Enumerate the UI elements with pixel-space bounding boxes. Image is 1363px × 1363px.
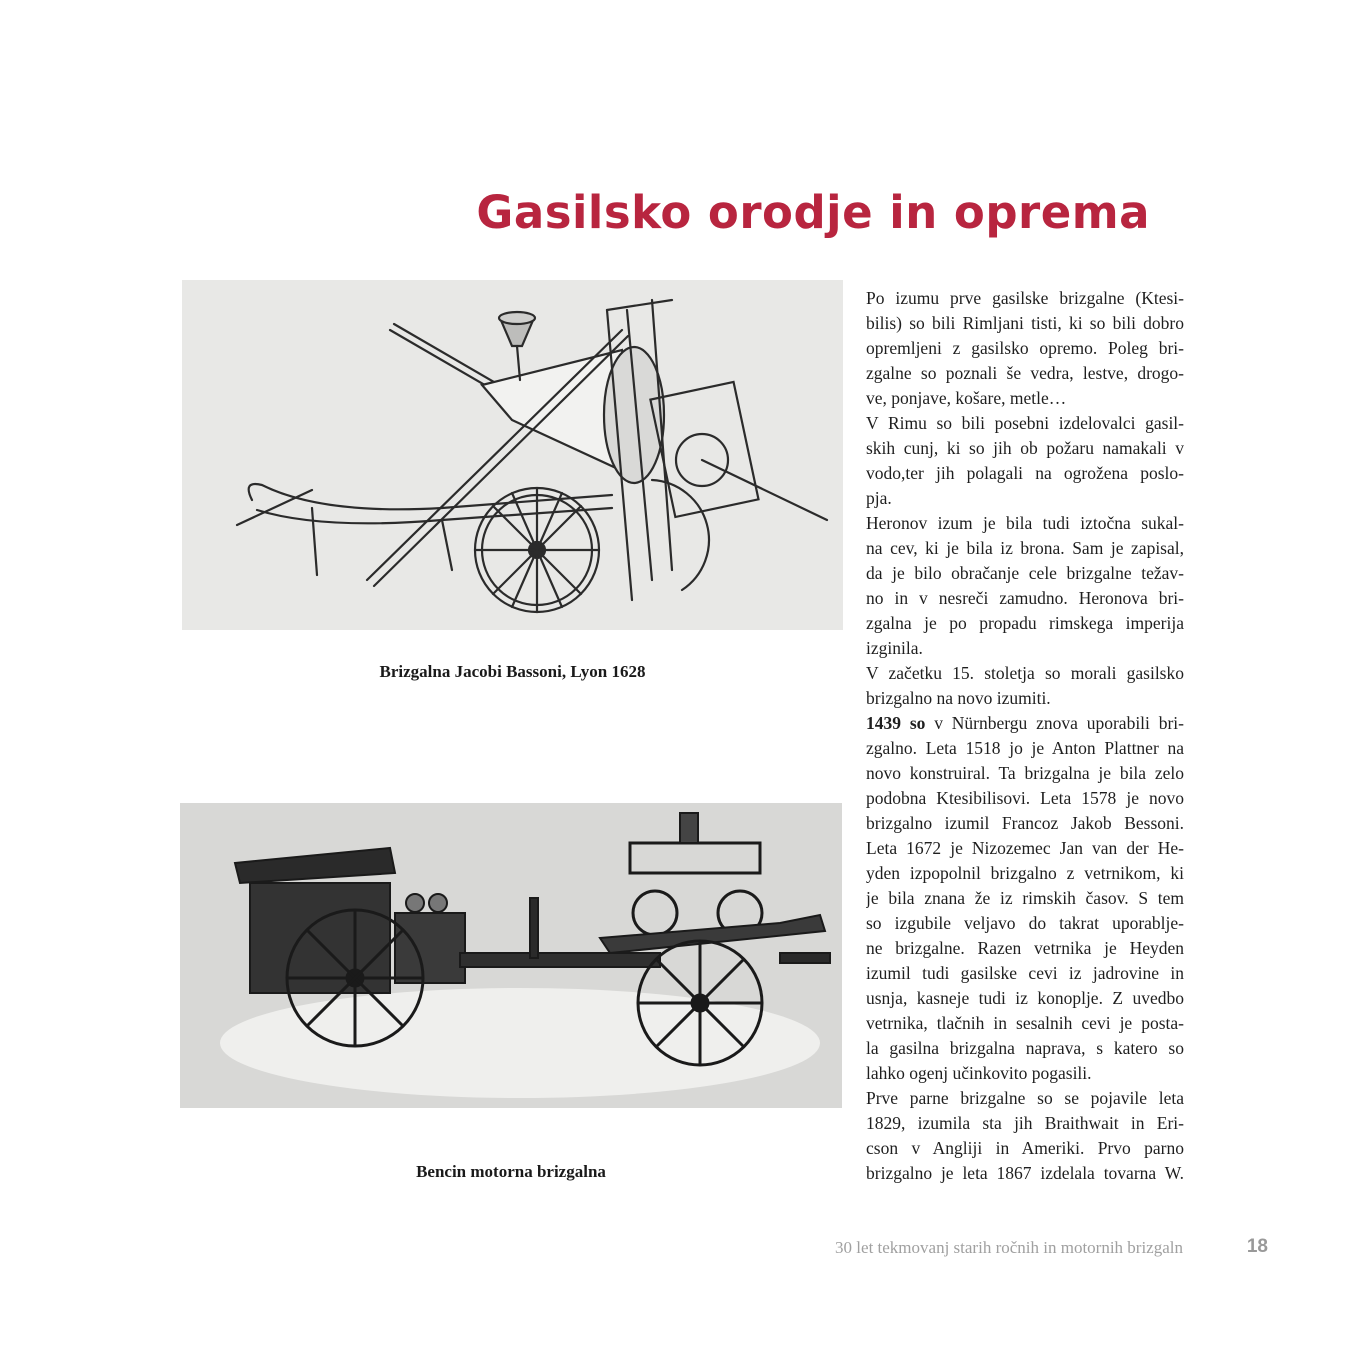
text-line: Prve parne brizgalne so se pojavile leta <box>866 1088 1184 1108</box>
text-line: lahko ogenj učinkovito pogasili. <box>866 1063 1092 1083</box>
bold-lead: 1439 so <box>866 713 926 733</box>
text-line: ne brizgalne. Razen vetrnika je Heyden <box>866 938 1184 958</box>
text-line: la gasilna brizgalna naprava, s katero so <box>866 1038 1184 1058</box>
text-line: Leta 1672 je Nizozemec Jan van der He- <box>866 838 1184 858</box>
text-line: skih cunj, ki so jih ob požaru namakali v <box>866 438 1184 458</box>
figure-caption: Brizgalna Jacobi Bassoni, Lyon 1628 <box>379 662 646 681</box>
text-line: bilis) so bili Rimljani tisti, ki so bili dobro <box>866 313 1184 333</box>
footer-publication-title: 30 let tekmovanj starih ročnih in motornih brizgaln <box>835 1238 1183 1257</box>
text-line: zgalne so poznali še vedra, lestve, drogo- <box>866 363 1184 383</box>
text-line: brizgalno je leta 1867 izdelala tovarna W. <box>866 1163 1184 1183</box>
motor-pump-drawing <box>180 803 842 1108</box>
text-line-rest: v Nürnbergu znova uporabili bri- <box>934 713 1184 733</box>
text-line: je bila znana že iz rimskih časov. S tem <box>866 888 1184 908</box>
text-line: na cev, ki je bila iz brona. Sam je zapisal, <box>866 538 1184 558</box>
text-line: zgalno. Leta 1518 jo je Anton Plattner na <box>866 738 1184 758</box>
page-title: Gasilsko orodje in oprema <box>476 186 1150 239</box>
text-line: izginila. <box>866 638 923 658</box>
text-line: vetrnika, tlačnih in sesalnih cevi je posta- <box>866 1013 1184 1033</box>
article-body <box>866 286 1184 1186</box>
text-line: da je bilo obračanje cele brizgalne težav- <box>866 563 1184 583</box>
figure-motor-pump-photo <box>180 803 842 1108</box>
text-line: novo konstruiral. Ta brizgalna je bila zelo <box>866 763 1184 783</box>
text-line: V Rimu so bili posebni izdelovalci gasil- <box>866 413 1184 433</box>
text-line: zgalna je po propadu rimskega imperija <box>866 613 1184 633</box>
text-line: brizgalno izumil Francoz Jakob Bessoni. <box>866 813 1184 833</box>
text-line: no in v nesreči zamudno. Heronova bri- <box>866 588 1184 608</box>
figure-caption: Bencin motorna brizgalna <box>416 1162 606 1181</box>
text-line: izumil tudi gasilske cevi iz jadrovine in <box>866 963 1184 983</box>
text-line: Heronov izum je bila tudi iztočna sukal- <box>866 513 1184 533</box>
text-line: opremljeni z gasilsko opremo. Poleg bri- <box>866 338 1184 358</box>
text-line: yden izpopolnil brizgalno z vetrnikom, ki <box>866 863 1184 883</box>
hand-pump-drawing <box>182 280 843 630</box>
text-line: podobna Ktesibilisovi. Leta 1578 je novo <box>866 788 1184 808</box>
text-line: vodo,ter jih polagali na ogrožena poslo- <box>866 463 1184 483</box>
text-line-with-bold-lead <box>866 711 1184 736</box>
text-line: 1829, izumila sta jih Braithwait in Eri- <box>866 1113 1184 1133</box>
page-number: 18 <box>1246 1236 1268 1257</box>
text-line: usnja, kasneje tudi iz konoplje. Z uvedbo <box>866 988 1184 1008</box>
text-line: Po izumu prve gasilske brizgalne (Ktesi- <box>866 288 1184 308</box>
text-line: ve, ponjave, košare, metle… <box>866 388 1067 408</box>
text-line: pja. <box>866 488 892 508</box>
text-line: cson v Angliji in Ameriki. Prvo parno <box>866 1138 1184 1158</box>
figure-hand-pump-illustration <box>182 280 843 630</box>
text-line: V začetku 15. stoletja so morali gasilsko <box>866 663 1184 683</box>
text-line: so izgubile veljavo do takrat uporablje- <box>866 913 1184 933</box>
text-line: brizgalno na novo izumiti. <box>866 688 1051 708</box>
